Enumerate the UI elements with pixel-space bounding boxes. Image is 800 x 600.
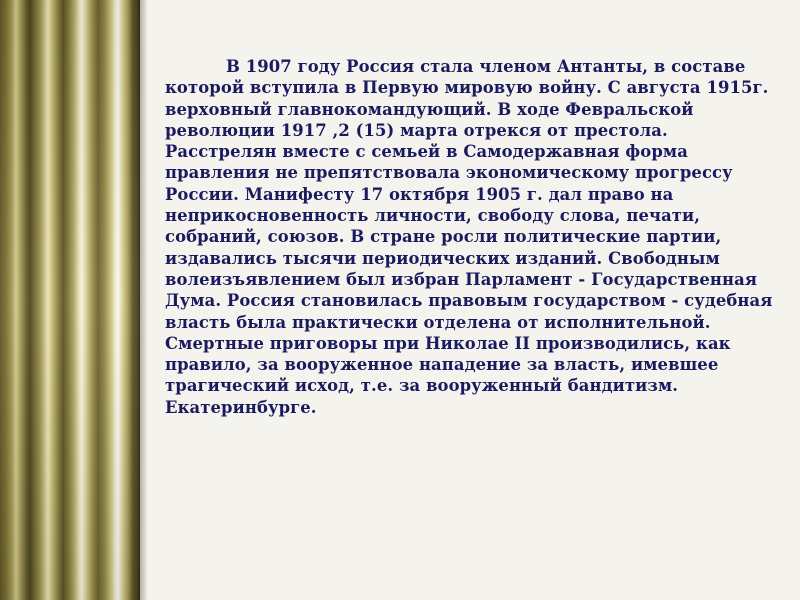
paragraph-2: Смертные приговоры при Николае II производились, как правило, за вооруженное нападение за власть, имевшее трагический исход, т.е. за вооруженный бандитизм. Екатеринбурге. [165, 333, 731, 417]
decorative-border-shadow [140, 0, 148, 600]
paragraph-1: В 1907 году Россия стала членом Антанты, в составе которой вступила в Первую мировую войну. С августа 1915г. верховный главнокомандующий. В ходе Февральской революции 1917 ,2 (15) марта отрекся от престола. Расстрелян вместе с семьей в Самодержавная форма правления не препятствовала экономическому прогрессу России. Манифесту 17 октября 1905 г. дал право на неприкосновенность личности, свободу слова, печати, собраний, союзов. В стране росли политические партии, издавались тысячи периодических изданий. Свободным волеизъявлением был избран Парламент - Государственная Дума. Россия становилась правовым государством - судебная власть была практически отделена от исполнительной. [165, 57, 773, 332]
decorative-border-shade [0, 0, 140, 600]
slide-text-body [165, 56, 780, 418]
